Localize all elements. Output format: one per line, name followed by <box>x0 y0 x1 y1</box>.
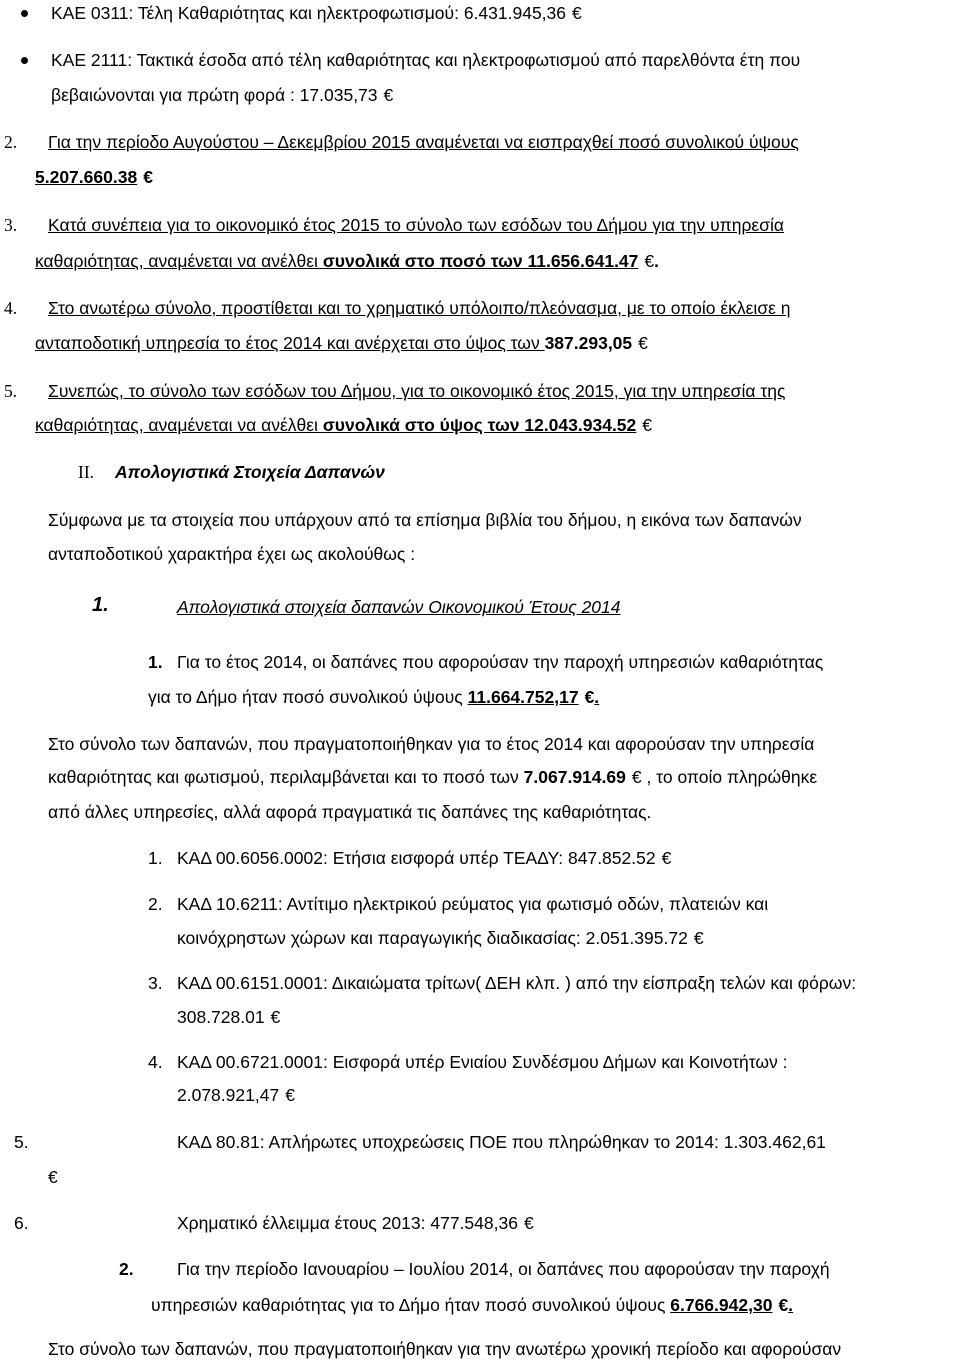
para1-line2 <box>48 766 817 788</box>
kad-2-line1: ΚΑΔ 10.6211: Αντίτιμο ηλεκτρικού ρεύματος για φωτισμό οδών, πλατειών και <box>177 894 769 914</box>
amount: 387.293,05 <box>544 333 633 353</box>
text: κοινόχρηστων χώρων και παραγωγικής διαδικασίας: 2.051.395.72 <box>177 928 688 948</box>
bullet-text: ΚΑΕ 2111: Τακτικά έσοδα από τέλη καθαριότητας και ηλεκτροφωτισμού από παρελθόντα έτη που <box>51 50 801 70</box>
item-number: 5. <box>4 381 18 401</box>
sub-number: 2. <box>119 1259 134 1279</box>
item-number: 3. <box>4 215 18 235</box>
bullet-item-2-line2 <box>51 84 393 106</box>
para2-line1: Στο σύνολο των δαπανών, που πραγματοποιήθηκαν για την ανωτέρω χρονική περίοδο και αφορούσαν <box>48 1339 842 1359</box>
item-number: 5. <box>14 1132 29 1152</box>
kad-number: 3. <box>148 973 163 993</box>
intro-line2: ανταποδοτικού χαρακτήρα έχει ως ακολούθως : <box>48 544 416 564</box>
text: 308.728.01 <box>177 1007 265 1027</box>
euro-sign: €. <box>584 687 600 707</box>
item-2-line1: Για την περίοδο Αυγούστου – Δεκεμβρίου 2015 αναμένεται να εισπραχθεί ποσό συνολικού ύψους <box>48 132 799 152</box>
amount: συνολικά στο ποσό των 11.656.641.47 <box>322 251 639 271</box>
item-5-line2 <box>35 414 652 436</box>
euro-sign: € <box>270 1007 281 1027</box>
text: για το Δήμο ήταν ποσό συνολικού ύψους <box>148 687 468 707</box>
bullet-text: ΚΑΕ 0311: Τέλη Καθαριότητας και ηλεκτροφωτισμού: 6.431.945,36 <box>51 3 567 23</box>
kad-4-line1: ΚΑΔ 00.6721.0001: Εισφορά υπέρ Ενιαίου Συνδέσμου Δήμων και Κοινοτήτων : <box>177 1052 788 1072</box>
sub2-line2 <box>151 1294 793 1316</box>
section-number: ΙΙ. <box>78 462 95 482</box>
item-3-line1: Κατά συνέπεια για το οικονομικό έτος 2015 το σύνολο των εσόδων του Δήμου για την υπηρεσία <box>48 215 785 235</box>
item-number: 2. <box>4 132 18 152</box>
bullet-item-1 <box>51 2 582 24</box>
para1-line3: από άλλες υπηρεσίες, αλλά αφορά πραγματικά τις δαπάνες της καθαριότητας. <box>48 802 652 822</box>
kad-3-line1: ΚΑΔ 00.6151.0001: Δικαιώματα τρίτων( ΔΕΗ κλπ. ) από την είσπραξη τελών και φόρων: <box>177 973 857 993</box>
heading-title: Απολογιστικά στοιχεία δαπανών Οικονομικού Έτους 2014 <box>177 597 621 617</box>
text: καθαριότητας και φωτισμού, περιλαμβάνεται και το ποσό των <box>48 767 524 787</box>
euro-sign: € <box>631 767 642 787</box>
sub2-line1: Για την περίοδο Ιανουαρίου – Ιουλίου 2014, οι δαπάνες που αφορούσαν την παροχή <box>177 1259 830 1279</box>
euro-sign: € <box>642 415 653 435</box>
amount: συνολικά στο ύψος των 12.043.934.52 <box>322 415 637 435</box>
item-3-line2 <box>35 250 659 272</box>
para1-line1: Στο σύνολο των δαπανών, που πραγματοποιήθηκαν για το έτος 2014 και αφορούσαν την υπηρεσία <box>48 734 815 754</box>
kad-number: 1. <box>148 848 163 868</box>
kad-3-line2 <box>177 1006 280 1028</box>
bullet-text: βεβαιώνονται για πρώτη φορά : 17.035,73 <box>51 85 378 105</box>
kad-number: 4. <box>148 1052 163 1072</box>
sub1-line1: Για το έτος 2014, οι δαπάνες που αφορούσαν την παροχή υπηρεσιών καθαριότητας <box>177 652 824 672</box>
euro-sign: € <box>143 167 153 187</box>
text: 2.078.921,47 <box>177 1085 280 1105</box>
item-2-line2 <box>35 166 153 188</box>
item-number: 4. <box>4 298 18 318</box>
sub-number: 1. <box>148 652 163 672</box>
euro-sign: € <box>693 928 704 948</box>
kad-1-line1 <box>177 847 671 869</box>
item-4-line1: Στο ανωτέρω σύνολο, προστίθεται και το χρηματικό υπόλοιπο/πλεόνασμα, με το οποίο έκλεισε η <box>48 298 791 318</box>
text: ανταποδοτική υπηρεσία το έτος 2014 και ανέρχεται στο ύψος των <box>35 333 545 353</box>
heading-number: 1. <box>92 594 109 616</box>
kad-4-line2 <box>177 1084 295 1106</box>
euro-sign: € <box>285 1085 295 1105</box>
text: , το οποίο πληρώθηκε <box>641 767 818 787</box>
euro-sign: € <box>638 333 648 353</box>
sub1-line2 <box>148 686 599 708</box>
bullet-dot <box>21 57 28 64</box>
text: ΚΑΔ 00.6056.0002: Ετήσια εισφορά υπέρ ΤΕΑΔΥ: 847.852.52 <box>177 848 656 868</box>
item-4-line2 <box>35 332 648 354</box>
amount: 7.067.914.69 <box>523 767 626 787</box>
euro-sign: € <box>661 848 672 868</box>
euro-sign: € <box>572 3 582 23</box>
text: Χρηματικό έλλειμμα έτους 2013: 477.548,36 <box>177 1213 518 1233</box>
kad-2-line2 <box>177 927 704 949</box>
amount: 6.766.942,30 <box>670 1295 773 1315</box>
euro-sign: € <box>383 85 394 105</box>
euro-sign: €. <box>778 1295 794 1315</box>
bullet-dot <box>21 10 28 17</box>
text: υπηρεσιών καθαριότητας για το Δήμο ήταν ποσό συνολικού ύψους <box>151 1295 671 1315</box>
text: καθαριότητας, αναμένεται να ανέλθει <box>35 415 323 435</box>
intro-line1: Σύμφωνα με τα στοιχεία που υπάρχουν από τα επίσημα βιβλία του δήμου, η εικόνα των δαπανών <box>48 510 802 530</box>
bullet-item-2-line1 <box>51 49 800 71</box>
section-title: Απολογιστικά Στοιχεία Δαπανών <box>115 462 385 482</box>
item6-line <box>177 1212 534 1234</box>
amount: 5.207.660.38 <box>35 167 138 187</box>
item5-text: ΚΑΔ 80.81: Απλήρωτες υποχρεώσεις ΠΟΕ που πληρώθηκαν το 2014: 1.303.462,61 <box>177 1132 826 1152</box>
item-5-line1: Συνεπώς, το σύνολο των εσόδων του Δήμου, για το οικονομικό έτος 2015, για την υπηρεσία της <box>48 381 786 401</box>
kad-number: 2. <box>148 894 163 914</box>
euro-sign: € <box>644 251 655 271</box>
text: καθαριότητας, αναμένεται να ανέλθει <box>35 251 323 271</box>
period: . <box>654 251 660 271</box>
amount: 11.664.752,17 <box>467 687 579 707</box>
euro-sign: € <box>48 1167 58 1187</box>
euro-sign: € <box>523 1213 534 1233</box>
item-number: 6. <box>14 1213 29 1233</box>
